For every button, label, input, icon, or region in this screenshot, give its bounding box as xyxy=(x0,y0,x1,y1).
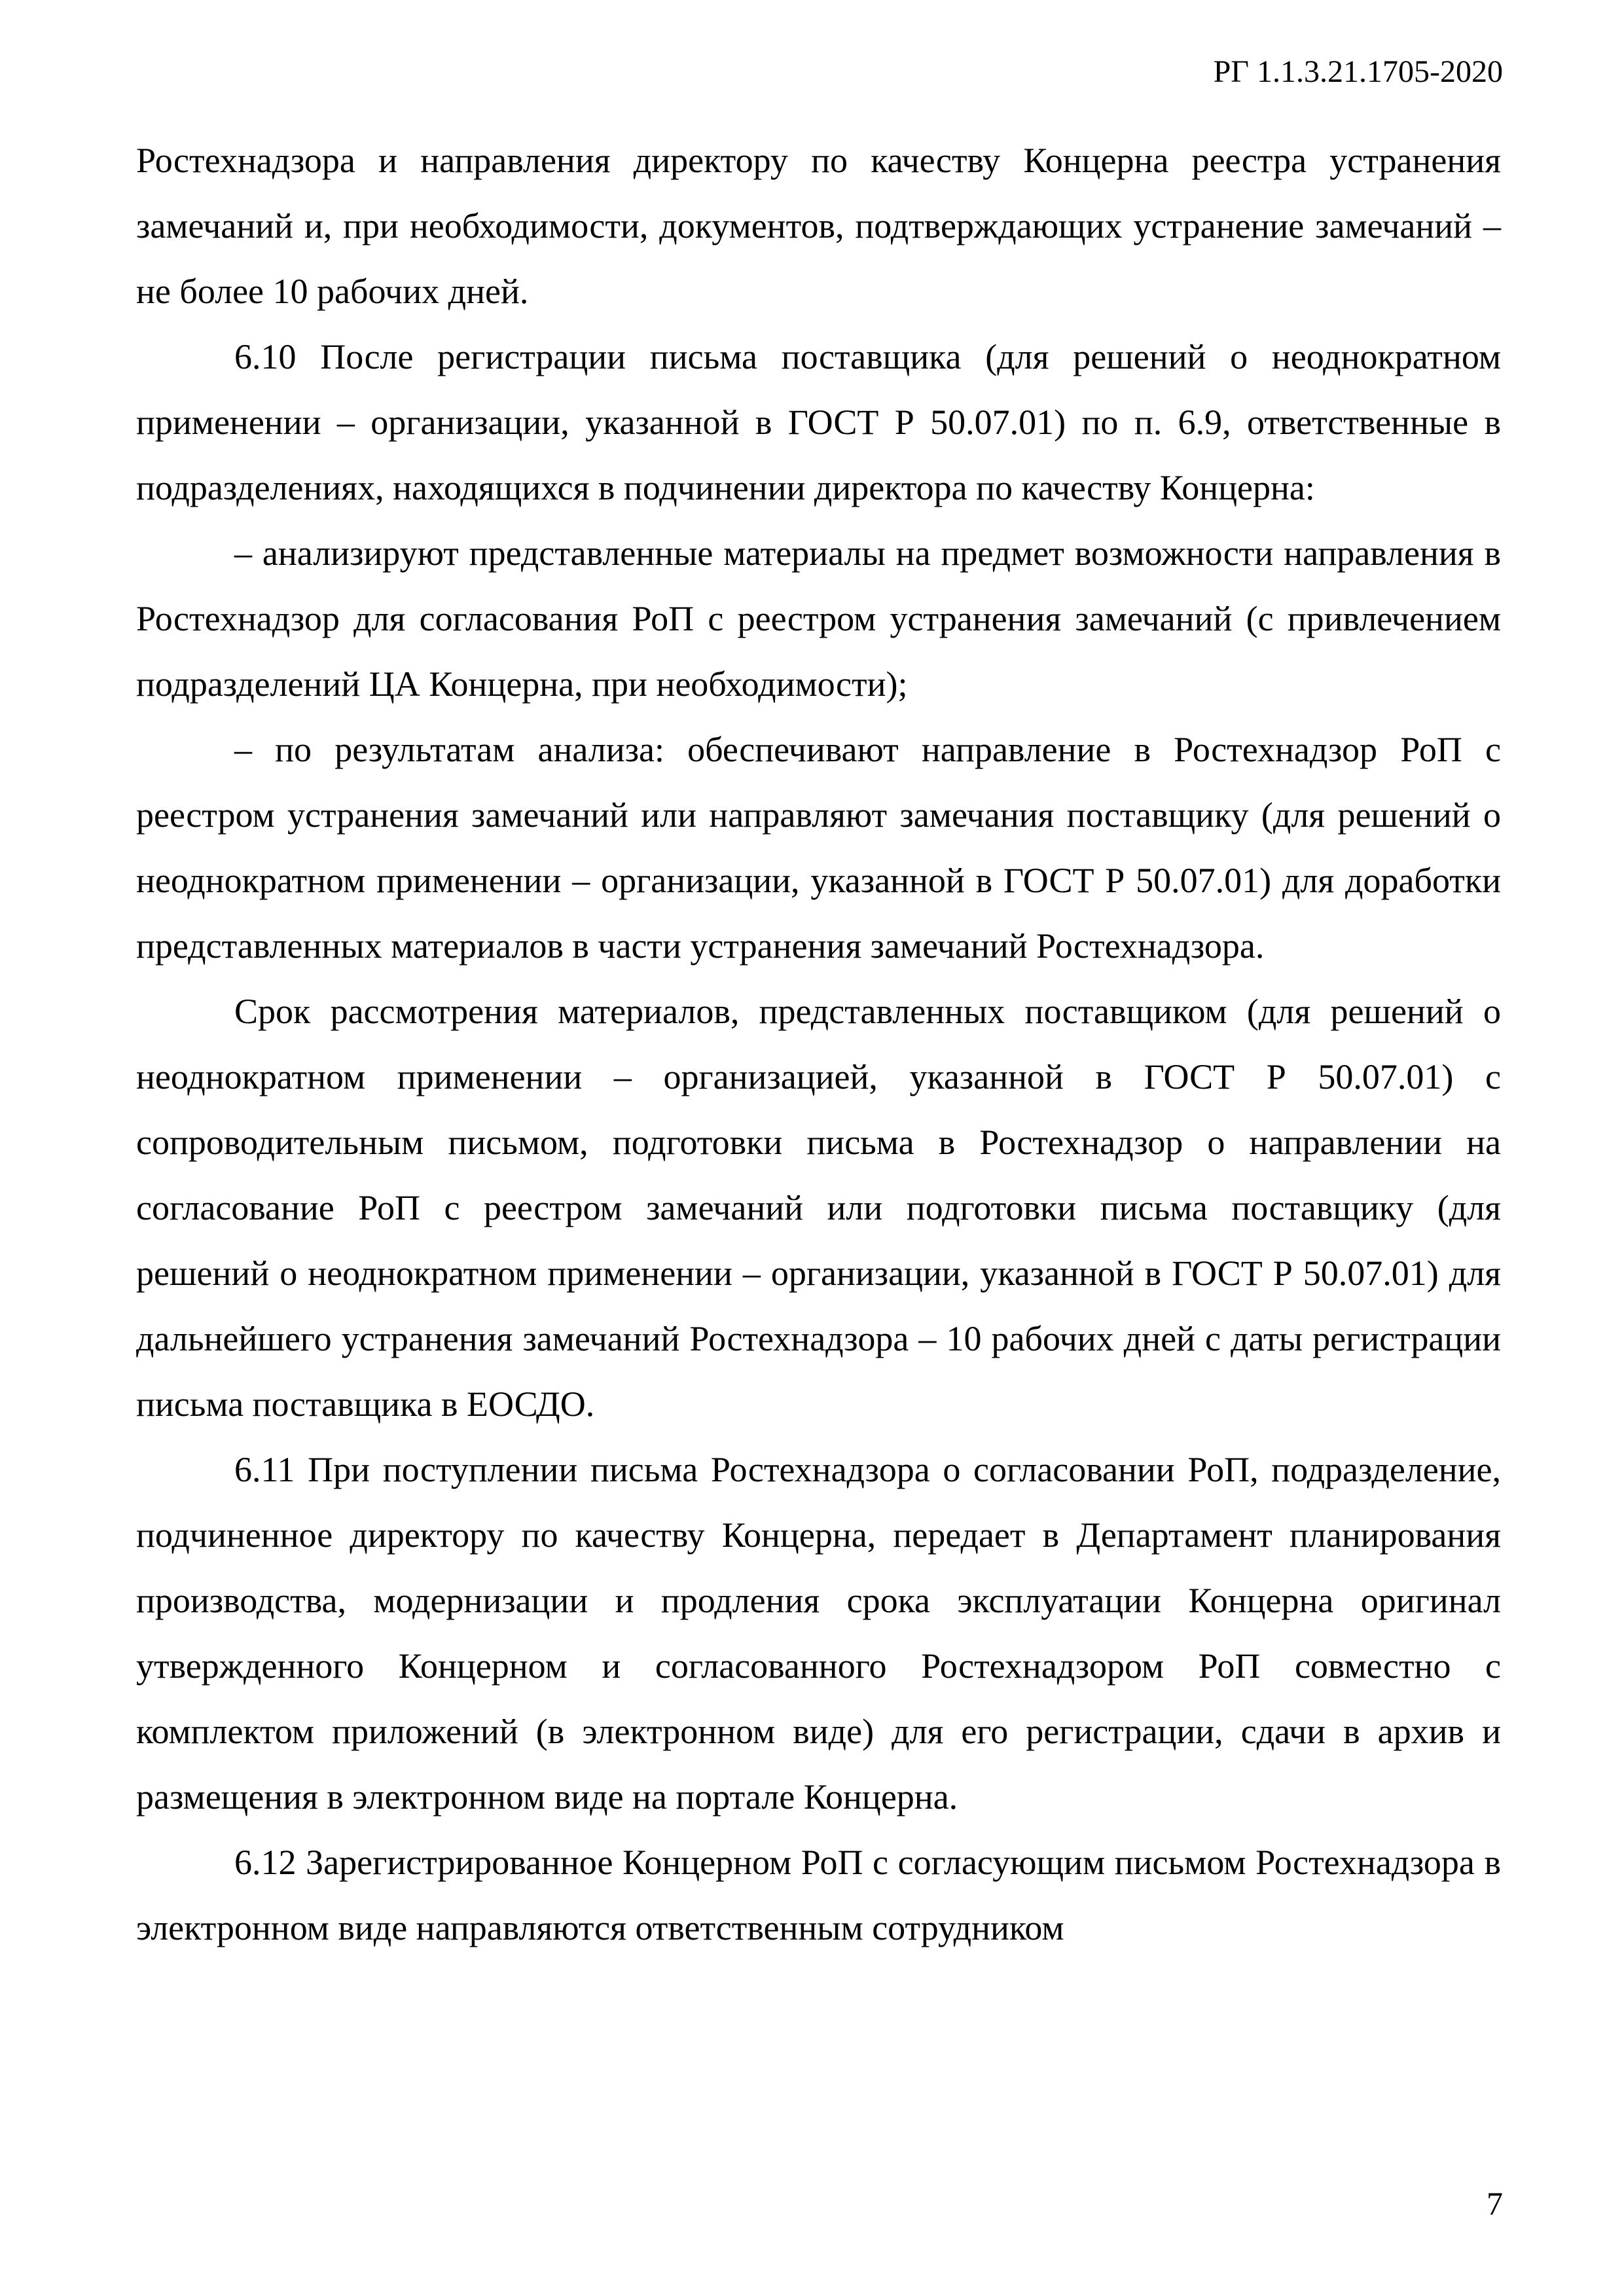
page-number: 7 xyxy=(1487,2185,1503,2222)
paragraph-6-11: 6.11 При поступлении письма Ростехнадзора о согласовании РоП, подразделение, подчиненное директору по качеству Концерна, передает в Департамент планирования производства, модернизации и продления срока эксплуатации Концерна оригинал утвержденного Концерном и согласованного Ростехнадзором РоП совместно с комплектом приложений (в электронном виде) для его регистрации, сдачи в архив и размещения в электронном виде на портале Концерна. xyxy=(136,1450,1501,1816)
list-item-results: – по результатам анализа: обеспечивают направление в Ростехнадзор РоП с реестром устранения замечаний или направляют замечания поставщику (для решений о неоднократном применении – организации, указанной в ГОСТ Р 50.07.01) для доработки представленных материалов в части устранения замечаний Ростехнадзора. xyxy=(136,730,1501,966)
list-item-analyze: – анализируют представленные материалы на предмет возможности направления в Ростехнадзор для согласования РоП с реестром устранения замечаний (с привлечением подразделений ЦА Концерна, при необходимости); xyxy=(136,533,1501,704)
paragraph-6-12: 6.12 Зарегистрированное Концерном РоП с согласующим письмом Ростехнадзора в электронном виде направляются ответственным сотрудником xyxy=(136,1843,1501,1947)
paragraph-continuation: Ростехнадзора и направления директору по качеству Концерна реестра устранения замечаний и, при необходимости, документов, подтверждающих устранение замечаний – не более 10 рабочих дней. xyxy=(136,141,1501,311)
body-text xyxy=(136,128,1501,1961)
paragraph-6-10: 6.10 После регистрации письма поставщика (для решений о неоднократном применении – организации, указанной в ГОСТ Р 50.07.01) по п. 6.9, ответственные в подразделениях, находящихся в подчинении директора по качеству Концерна: xyxy=(136,337,1501,507)
paragraph-review-period: Срок рассмотрения материалов, представленных поставщиком (для решений о неоднократном применении – организацией, указанной в ГОСТ Р 50.07.01) с сопроводительным письмом, подготовки письма в Ростехнадзор о направлении на согласование РоП с реестром замечаний или подготовки письма поставщику (для решений о неоднократном применении – организации, указанной в ГОСТ Р 50.07.01) для дальнейшего устранения замечаний Ростехнадзора – 10 рабочих дней с даты регистрации письма поставщика в ЕОСДО. xyxy=(136,992,1501,1424)
document-code: РГ 1.1.3.21.1705-2020 xyxy=(1213,54,1503,89)
